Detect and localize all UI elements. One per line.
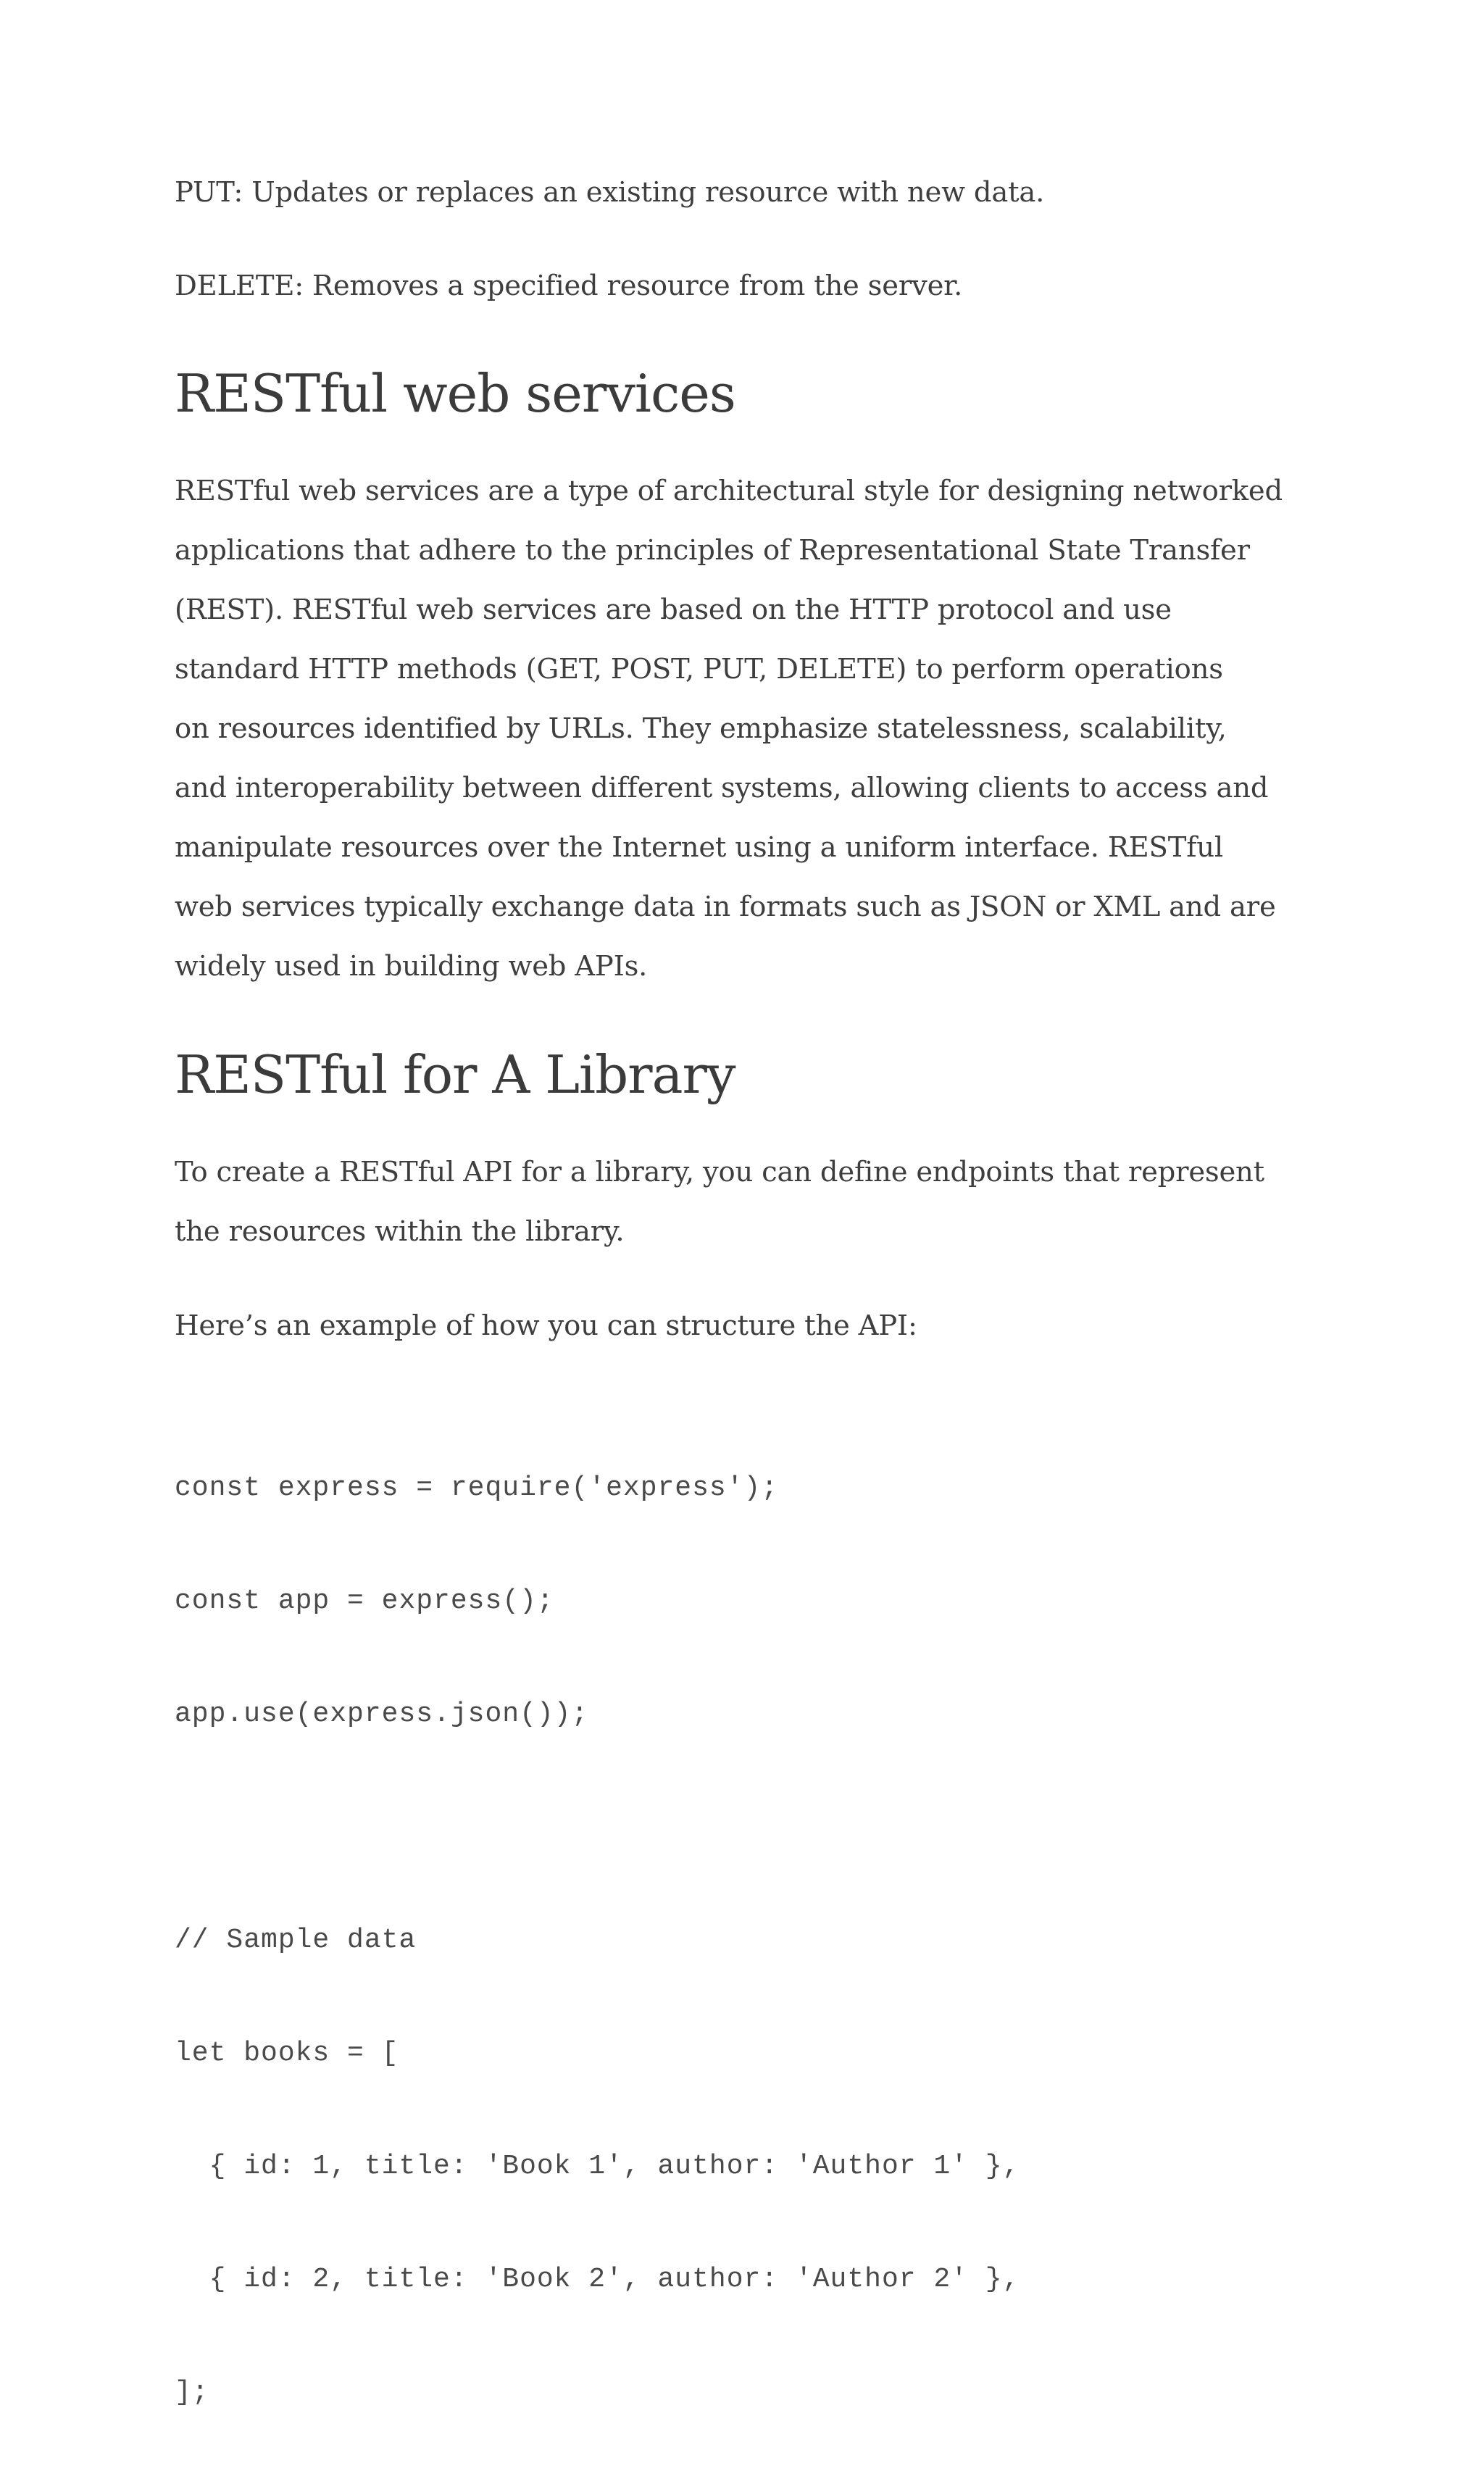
put-method-description: PUT: Updates or replaces an existing resource with new data. <box>175 176 1045 209</box>
restful-paragraph-line: (REST). RESTful web services are based on the HTTP protocol and use <box>175 593 1172 626</box>
library-paragraph <box>175 1143 1320 1262</box>
code-line: { id: 1, title: 'Book 1', author: 'Author 1' }, <box>175 2151 1020 2182</box>
library-paragraph-line: the resources within the library. <box>175 1215 625 1248</box>
code-line: const app = express(); <box>175 1586 554 1617</box>
code-block <box>175 1394 1020 2487</box>
delete-method-description: DELETE: Removes a specified resource from the server. <box>175 270 963 302</box>
restful-paragraph-line: widely used in building web APIs. <box>175 950 648 983</box>
code-line: const express = require('express'); <box>175 1472 779 1504</box>
library-paragraph-line: To create a RESTful API for a library, you can define endpoints that represent <box>175 1156 1264 1188</box>
restful-paragraph <box>175 462 1320 996</box>
restful-paragraph-line: standard HTTP methods (GET, POST, PUT, DELETE) to perform operations <box>175 653 1223 686</box>
restful-paragraph-line: applications that adhere to the principles of Representational State Transfer <box>175 534 1250 567</box>
heading-restful-web-services: RESTful web services <box>175 363 735 424</box>
code-comment: // Sample data <box>175 1925 417 1956</box>
restful-paragraph-line: manipulate resources over the Internet using a uniform interface. RESTful <box>175 831 1223 864</box>
code-line-blank <box>175 1809 1020 1846</box>
heading-restful-for-a-library: RESTful for A Library <box>175 1044 735 1105</box>
code-line: let books = [ <box>175 2038 399 2069</box>
code-line: ]; <box>175 2377 209 2408</box>
restful-paragraph-line: RESTful web services are a type of architectural style for designing networked <box>175 475 1283 507</box>
restful-paragraph-line: on resources identified by URLs. They emphasize statelessness, scalability, <box>175 712 1227 745</box>
restful-paragraph-line: web services typically exchange data in formats such as JSON or XML and are <box>175 891 1276 923</box>
code-line: { id: 2, title: 'Book 2', author: 'Author 2' }, <box>175 2264 1020 2295</box>
restful-paragraph-line: and interoperability between different systems, allowing clients to access and <box>175 772 1269 804</box>
example-intro: Here’s an example of how you can structure the API: <box>175 1309 917 1342</box>
code-line: app.use(express.json()); <box>175 1699 589 1730</box>
